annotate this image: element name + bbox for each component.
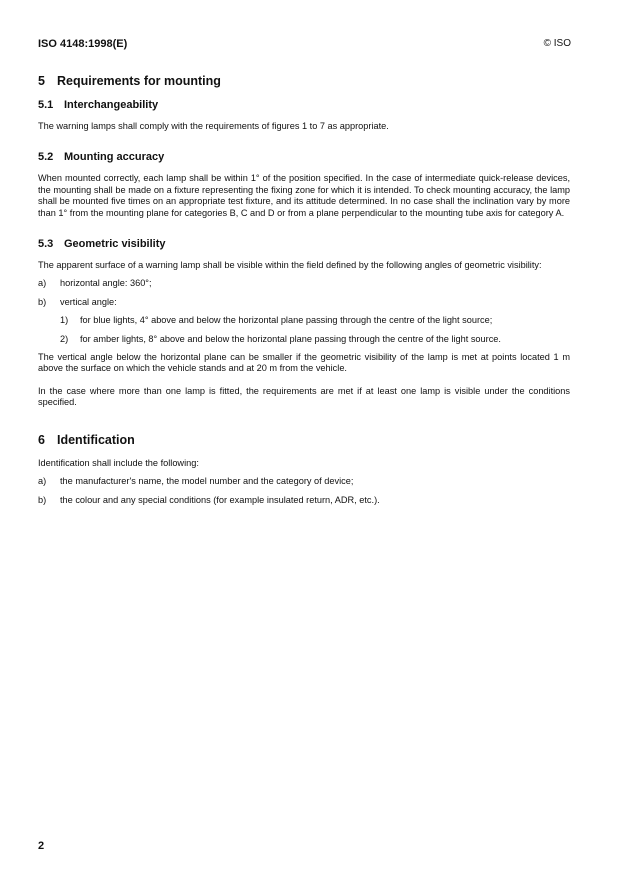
list-item — [38, 495, 570, 506]
sublist-item-label: 2) — [60, 333, 69, 344]
list-item-text: horizontal angle: 360°; — [60, 278, 152, 289]
section-5-1-number: 5.1 — [38, 99, 54, 111]
list-item-text: vertical angle: — [60, 296, 117, 307]
copyright-notice: © ISO — [543, 38, 571, 49]
visibility-angle-list — [38, 278, 570, 308]
section-5-3-paragraph-3: In the case where more than one lamp is fitted, the requirements are met if at least one lamp is visible under the conditions specified. — [38, 385, 570, 408]
section-5-2-text: When mounted correctly, each lamp shall be within 1° of the position specified. In the case of intermediate quick-release devices, the mounting shall be made on a fixture representing the fixing zone for which it is intended. To check mounting accuracy, the lamp shall be mounted five times on an appropriate test fixture, and its attitude determined. In no case shall the inclination vary by more than 1° from the mounting plane for categories B, C and D or from a plane perpendicular to the mounting tube axis for category A. — [38, 173, 570, 218]
section-5-3-heading — [38, 238, 570, 250]
section-6-number: 6 — [38, 432, 45, 447]
section-6-heading — [38, 433, 570, 447]
list-item-label: a) — [38, 278, 47, 289]
section-5-3-paragraph-2: The vertical angle below the horizontal plane can be smaller if the geometric visibility of the lamp is met at points located 1 m above the surface on which the vehicle stands and at 20 m from the vehicle. — [38, 352, 570, 374]
section-5-3-title: Geometric visibility — [64, 238, 166, 251]
sublist-item-label: 1) — [60, 315, 69, 326]
list-item — [38, 476, 570, 487]
section-5-heading — [38, 74, 570, 88]
section-6-intro: Identification shall include the following: — [38, 457, 199, 468]
document-id: ISO 4148:1998(E) — [38, 38, 128, 50]
page-number: 2 — [38, 840, 45, 852]
sublist-item-text: for amber lights, 8° above and below the horizontal plane passing through the centre of the light source. — [80, 333, 501, 344]
section-5-2-title: Mounting accuracy — [64, 151, 165, 164]
list-item — [38, 297, 570, 308]
list-item-text: the manufacturer's name, the model number and the category of device; — [60, 476, 354, 487]
section-5-3-intro: The apparent surface of a warning lamp shall be visible within the field defined by the following angles of geometric visibility: — [38, 260, 542, 271]
section-5-1-heading — [38, 99, 570, 111]
section-5-1-title: Interchangeability — [64, 99, 159, 111]
sublist-item-text: for blue lights, 4° above and below the horizontal plane passing through the centre of the light source; — [80, 315, 493, 326]
list-item-text: the colour and any special conditions (for example insulated return, ADR, etc.). — [60, 494, 380, 505]
list-item-label: b) — [38, 494, 47, 505]
vertical-angle-sublist — [38, 315, 570, 345]
page-content — [38, 74, 570, 513]
list-item — [38, 278, 570, 289]
list-item-label: b) — [38, 296, 47, 307]
section-5-3-number: 5.3 — [38, 238, 54, 251]
list-item-label: a) — [38, 476, 47, 487]
section-6-title: Identification — [57, 432, 135, 447]
sublist-item — [38, 334, 570, 345]
sublist-item — [38, 315, 570, 326]
section-5-number: 5 — [38, 74, 45, 88]
section-5-title: Requirements for mounting — [57, 74, 221, 88]
section-5-2-heading — [38, 151, 570, 163]
section-5-2-number: 5.2 — [38, 151, 54, 164]
section-5-1-text: The warning lamps shall comply with the requirements of figures 1 to 7 as appropriate. — [38, 121, 389, 131]
identification-list — [38, 476, 570, 506]
